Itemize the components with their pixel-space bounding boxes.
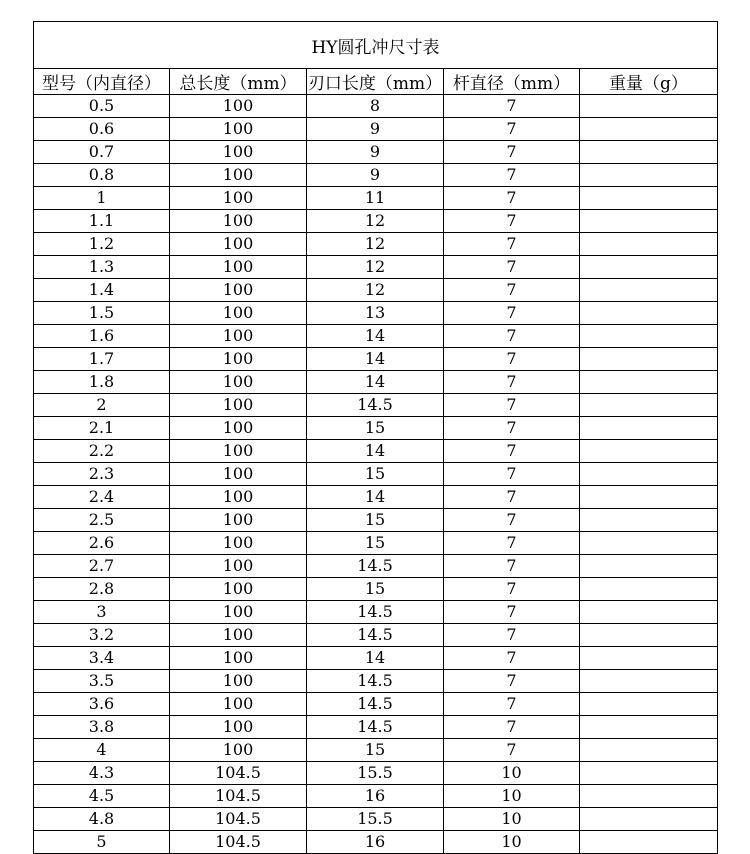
cell-shank-diameter[interactable]: 7 — [444, 716, 580, 739]
cell-shank-diameter[interactable]: 7 — [444, 463, 580, 486]
cell-model[interactable]: 3.4 — [34, 647, 170, 670]
cell-total-length[interactable]: 100 — [170, 417, 307, 440]
cell-total-length[interactable]: 100 — [170, 693, 307, 716]
cell-blade-length[interactable]: 12 — [307, 233, 444, 256]
cell-shank-diameter[interactable]: 7 — [444, 670, 580, 693]
cell-weight[interactable] — [580, 302, 718, 325]
cell-shank-diameter[interactable]: 7 — [444, 348, 580, 371]
cell-shank-diameter[interactable]: 10 — [444, 808, 580, 831]
cell-blade-length[interactable]: 15 — [307, 578, 444, 601]
cell-blade-length[interactable]: 16 — [307, 831, 444, 854]
table-row — [34, 371, 718, 394]
table-row — [34, 647, 718, 670]
cell-weight[interactable] — [580, 371, 718, 394]
table-row — [34, 739, 718, 762]
cell-shank-diameter[interactable]: 7 — [444, 647, 580, 670]
cell-total-length[interactable]: 104.5 — [170, 808, 307, 831]
cell-weight[interactable] — [580, 601, 718, 624]
cell-total-length[interactable]: 104.5 — [170, 785, 307, 808]
cell-weight[interactable] — [580, 785, 718, 808]
header-shank-diameter: 杆直径（mm） — [444, 69, 580, 95]
cell-weight[interactable] — [580, 555, 718, 578]
cell-blade-length[interactable]: 14 — [307, 371, 444, 394]
spreadsheet — [33, 21, 718, 854]
cell-model[interactable]: 4.3 — [34, 762, 170, 785]
cell-blade-length[interactable]: 9 — [307, 141, 444, 164]
table-row — [34, 256, 718, 279]
cell-total-length[interactable]: 100 — [170, 325, 307, 348]
cell-model[interactable]: 1.8 — [34, 371, 170, 394]
cell-total-length[interactable]: 100 — [170, 348, 307, 371]
cell-model[interactable]: 1.4 — [34, 279, 170, 302]
cell-shank-diameter[interactable]: 7 — [444, 555, 580, 578]
cell-total-length[interactable]: 100 — [170, 555, 307, 578]
cell-blade-length[interactable]: 9 — [307, 164, 444, 187]
cell-model[interactable]: 1.2 — [34, 233, 170, 256]
cell-blade-length[interactable]: 15 — [307, 739, 444, 762]
table-body — [34, 95, 718, 854]
cell-total-length[interactable]: 100 — [170, 256, 307, 279]
cell-weight[interactable] — [580, 670, 718, 693]
header-total-length: 总长度（mm） — [170, 69, 307, 95]
cell-model[interactable]: 3.5 — [34, 670, 170, 693]
size-table — [33, 21, 718, 854]
cell-model[interactable]: 2.1 — [34, 417, 170, 440]
cell-model[interactable]: 2.6 — [34, 532, 170, 555]
table-row — [34, 601, 718, 624]
cell-shank-diameter[interactable]: 10 — [444, 785, 580, 808]
cell-shank-diameter[interactable]: 7 — [444, 210, 580, 233]
table-row — [34, 233, 718, 256]
cell-model[interactable]: 2.4 — [34, 486, 170, 509]
cell-blade-length[interactable]: 16 — [307, 785, 444, 808]
cell-total-length[interactable]: 100 — [170, 601, 307, 624]
cell-model[interactable]: 4.8 — [34, 808, 170, 831]
cell-blade-length[interactable]: 14.5 — [307, 716, 444, 739]
cell-total-length[interactable]: 100 — [170, 647, 307, 670]
cell-weight[interactable] — [580, 693, 718, 716]
table-row — [34, 716, 718, 739]
cell-model[interactable]: 3.6 — [34, 693, 170, 716]
cell-blade-length[interactable]: 12 — [307, 210, 444, 233]
cell-blade-length[interactable]: 14.5 — [307, 601, 444, 624]
cell-shank-diameter[interactable]: 7 — [444, 624, 580, 647]
cell-weight[interactable] — [580, 118, 718, 141]
cell-model[interactable]: 0.5 — [34, 95, 170, 118]
cell-model[interactable]: 2.3 — [34, 463, 170, 486]
cell-model[interactable]: 1.6 — [34, 325, 170, 348]
header-blade-length: 刃口长度（mm） — [307, 69, 444, 95]
cell-model[interactable]: 1 — [34, 187, 170, 210]
table-row — [34, 785, 718, 808]
cell-total-length[interactable]: 100 — [170, 164, 307, 187]
cell-weight[interactable] — [580, 532, 718, 555]
cell-blade-length[interactable]: 14.5 — [307, 693, 444, 716]
cell-weight[interactable] — [580, 716, 718, 739]
cell-shank-diameter[interactable]: 7 — [444, 95, 580, 118]
cell-blade-length[interactable]: 14 — [307, 486, 444, 509]
table-row — [34, 509, 718, 532]
cell-model[interactable]: 4.5 — [34, 785, 170, 808]
cell-shank-diameter[interactable]: 7 — [444, 118, 580, 141]
cell-model[interactable]: 2.2 — [34, 440, 170, 463]
cell-weight[interactable] — [580, 624, 718, 647]
cell-blade-length[interactable]: 15 — [307, 417, 444, 440]
cell-shank-diameter[interactable]: 7 — [444, 325, 580, 348]
cell-model[interactable]: 3 — [34, 601, 170, 624]
cell-weight[interactable] — [580, 187, 718, 210]
table-row — [34, 440, 718, 463]
cell-shank-diameter[interactable]: 7 — [444, 440, 580, 463]
cell-weight[interactable] — [580, 739, 718, 762]
cell-model[interactable]: 1.7 — [34, 348, 170, 371]
cell-blade-length[interactable]: 11 — [307, 187, 444, 210]
cell-total-length[interactable]: 100 — [170, 187, 307, 210]
cell-total-length[interactable]: 100 — [170, 532, 307, 555]
table-row — [34, 693, 718, 716]
cell-shank-diameter[interactable]: 7 — [444, 532, 580, 555]
cell-shank-diameter[interactable]: 7 — [444, 739, 580, 762]
cell-shank-diameter[interactable]: 7 — [444, 256, 580, 279]
cell-shank-diameter[interactable]: 10 — [444, 831, 580, 854]
cell-total-length[interactable]: 100 — [170, 210, 307, 233]
table-row — [34, 302, 718, 325]
cell-weight[interactable] — [580, 509, 718, 532]
table-row — [34, 279, 718, 302]
table-row — [34, 348, 718, 371]
cell-blade-length[interactable]: 9 — [307, 118, 444, 141]
cell-shank-diameter[interactable]: 7 — [444, 394, 580, 417]
cell-blade-length[interactable]: 14 — [307, 348, 444, 371]
cell-blade-length[interactable]: 12 — [307, 256, 444, 279]
cell-total-length[interactable]: 100 — [170, 95, 307, 118]
table-row — [34, 164, 718, 187]
cell-model[interactable]: 2.7 — [34, 555, 170, 578]
cell-model[interactable]: 0.7 — [34, 141, 170, 164]
cell-total-length[interactable]: 100 — [170, 486, 307, 509]
cell-blade-length[interactable]: 14.5 — [307, 670, 444, 693]
table-title: HY圆孔冲尺寸表 — [34, 22, 718, 69]
cell-shank-diameter[interactable]: 7 — [444, 371, 580, 394]
cell-blade-length[interactable]: 15 — [307, 463, 444, 486]
cell-weight[interactable] — [580, 210, 718, 233]
cell-weight[interactable] — [580, 394, 718, 417]
cell-weight[interactable] — [580, 325, 718, 348]
cell-shank-diameter[interactable]: 7 — [444, 279, 580, 302]
cell-total-length[interactable]: 104.5 — [170, 831, 307, 854]
cell-blade-length[interactable]: 15 — [307, 509, 444, 532]
cell-weight[interactable] — [580, 578, 718, 601]
table-row — [34, 762, 718, 785]
cell-blade-length[interactable]: 8 — [307, 95, 444, 118]
cell-weight[interactable] — [580, 95, 718, 118]
cell-total-length[interactable]: 100 — [170, 739, 307, 762]
cell-weight[interactable] — [580, 348, 718, 371]
cell-blade-length[interactable]: 12 — [307, 279, 444, 302]
cell-model[interactable]: 1.5 — [34, 302, 170, 325]
cell-model[interactable]: 4 — [34, 739, 170, 762]
header-row — [34, 69, 718, 95]
cell-blade-length[interactable]: 14 — [307, 440, 444, 463]
cell-blade-length[interactable]: 14.5 — [307, 555, 444, 578]
cell-shank-diameter[interactable]: 7 — [444, 164, 580, 187]
cell-total-length[interactable]: 100 — [170, 440, 307, 463]
cell-blade-length[interactable]: 14 — [307, 647, 444, 670]
cell-total-length[interactable]: 100 — [170, 394, 307, 417]
cell-total-length[interactable]: 100 — [170, 279, 307, 302]
table-row — [34, 532, 718, 555]
cell-total-length[interactable]: 100 — [170, 624, 307, 647]
table-row — [34, 624, 718, 647]
cell-shank-diameter[interactable]: 7 — [444, 302, 580, 325]
cell-weight[interactable] — [580, 647, 718, 670]
cell-weight[interactable] — [580, 279, 718, 302]
table-row — [34, 831, 718, 854]
cell-weight[interactable] — [580, 256, 718, 279]
cell-total-length[interactable]: 100 — [170, 118, 307, 141]
cell-total-length[interactable]: 100 — [170, 716, 307, 739]
cell-shank-diameter[interactable]: 7 — [444, 141, 580, 164]
cell-weight[interactable] — [580, 417, 718, 440]
table-row — [34, 210, 718, 233]
cell-model[interactable]: 0.6 — [34, 118, 170, 141]
cell-shank-diameter[interactable]: 7 — [444, 233, 580, 256]
cell-model[interactable]: 0.8 — [34, 164, 170, 187]
cell-blade-length[interactable]: 15.5 — [307, 762, 444, 785]
table-row — [34, 394, 718, 417]
cell-shank-diameter[interactable]: 7 — [444, 486, 580, 509]
table-row — [34, 325, 718, 348]
cell-model[interactable]: 2.8 — [34, 578, 170, 601]
cell-total-length[interactable]: 100 — [170, 371, 307, 394]
cell-total-length[interactable]: 100 — [170, 509, 307, 532]
cell-shank-diameter[interactable]: 7 — [444, 693, 580, 716]
cell-shank-diameter[interactable]: 10 — [444, 762, 580, 785]
cell-shank-diameter[interactable]: 7 — [444, 417, 580, 440]
cell-weight[interactable] — [580, 164, 718, 187]
cell-total-length[interactable]: 100 — [170, 233, 307, 256]
cell-model[interactable]: 1.1 — [34, 210, 170, 233]
cell-shank-diameter[interactable]: 7 — [444, 601, 580, 624]
cell-model[interactable]: 3.8 — [34, 716, 170, 739]
cell-weight[interactable] — [580, 831, 718, 854]
cell-total-length[interactable]: 100 — [170, 578, 307, 601]
cell-total-length[interactable]: 100 — [170, 463, 307, 486]
cell-model[interactable]: 2.5 — [34, 509, 170, 532]
table-row — [34, 808, 718, 831]
cell-shank-diameter[interactable]: 7 — [444, 509, 580, 532]
header-model: 型号（内直径） — [34, 69, 170, 95]
cell-weight[interactable] — [580, 233, 718, 256]
cell-total-length[interactable]: 104.5 — [170, 762, 307, 785]
header-weight: 重量（g） — [580, 69, 718, 95]
cell-weight[interactable] — [580, 762, 718, 785]
cell-weight[interactable] — [580, 141, 718, 164]
cell-blade-length[interactable]: 15 — [307, 532, 444, 555]
cell-total-length[interactable]: 100 — [170, 141, 307, 164]
cell-model[interactable]: 2 — [34, 394, 170, 417]
cell-weight[interactable] — [580, 808, 718, 831]
cell-blade-length[interactable]: 13 — [307, 302, 444, 325]
table-row — [34, 417, 718, 440]
cell-model[interactable]: 3.2 — [34, 624, 170, 647]
cell-weight[interactable] — [580, 463, 718, 486]
cell-total-length[interactable]: 100 — [170, 670, 307, 693]
cell-shank-diameter[interactable]: 7 — [444, 578, 580, 601]
cell-total-length[interactable]: 100 — [170, 302, 307, 325]
table-row — [34, 141, 718, 164]
cell-model[interactable]: 5 — [34, 831, 170, 854]
cell-weight[interactable] — [580, 440, 718, 463]
table-row — [34, 118, 718, 141]
table-row — [34, 463, 718, 486]
table-row — [34, 578, 718, 601]
cell-blade-length[interactable]: 14.5 — [307, 394, 444, 417]
cell-weight[interactable] — [580, 486, 718, 509]
table-row — [34, 95, 718, 118]
cell-shank-diameter[interactable]: 7 — [444, 187, 580, 210]
cell-blade-length[interactable]: 15.5 — [307, 808, 444, 831]
table-row — [34, 555, 718, 578]
table-row — [34, 670, 718, 693]
cell-model[interactable]: 1.3 — [34, 256, 170, 279]
table-row — [34, 486, 718, 509]
cell-blade-length[interactable]: 14.5 — [307, 624, 444, 647]
cell-blade-length[interactable]: 14 — [307, 325, 444, 348]
table-row — [34, 187, 718, 210]
